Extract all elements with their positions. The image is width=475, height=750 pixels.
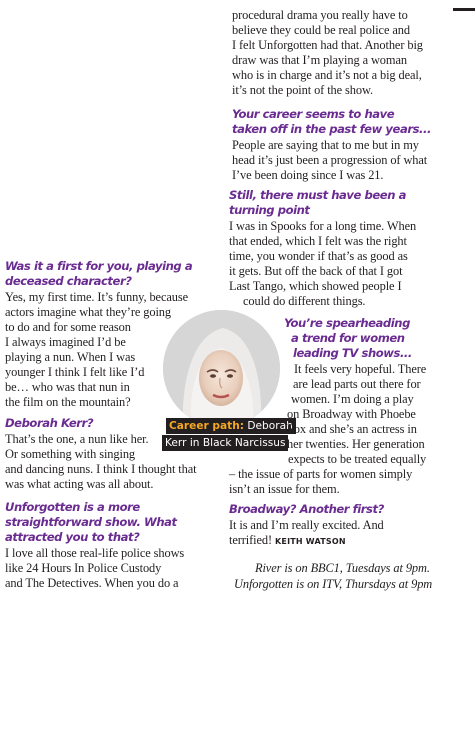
answer-line (229, 533, 346, 549)
caption-highlight: Career path: (169, 420, 245, 432)
portrait-photo (163, 310, 280, 427)
answer-line: I was in Spooks for a long time. When (229, 219, 417, 233)
question-heading: a trend for women (291, 331, 405, 345)
answer-line: women. I’m doing a play (291, 392, 414, 406)
answer-line: are lead parts out there for (293, 377, 421, 391)
answer-line: Last Tango, which showed people I (229, 279, 402, 293)
answer-line: her twenties. Her generation (287, 437, 425, 451)
answer-line: younger I think I felt like I’d (5, 365, 145, 379)
answer-line: expects to be treated equally (288, 452, 427, 466)
question-heading: turning point (229, 203, 310, 217)
answer-line: actors imagine what they’re going (5, 305, 171, 319)
body-line: who is in charge and it’s not a big deal, (232, 68, 422, 82)
answer-line: That’s the one, a nun like her. (5, 432, 149, 446)
answer-line: playing a nun. When I was (5, 350, 136, 364)
answer-line: on Broadway with Phoebe (287, 407, 416, 421)
author-byline: KEITH WATSON (275, 537, 346, 546)
question-heading: attracted you to that? (5, 530, 140, 544)
answer-line: I love all those real-life police shows (5, 546, 185, 560)
answer-line: that ended, which I felt was the right (229, 234, 407, 248)
answer-line: I’ve been doing since I was 21. (232, 168, 384, 182)
answer-line: it gets. But off the back of that I got (229, 264, 403, 278)
question-heading: taken off in the past few years... (232, 122, 431, 136)
answer-line: Or something with singing (5, 447, 136, 461)
answer-line: the film on the mountain? (5, 395, 131, 409)
answer-line: to do and for some reason (5, 320, 131, 334)
answer-line: and The Detectives. When you do a (5, 576, 179, 590)
answer-line: It feels very hopeful. There (294, 362, 427, 376)
body-line: believe they could be real police and (232, 23, 410, 37)
answer-line: People are saying that to me but in my (232, 138, 419, 152)
question-heading: Broadway? Another first? (229, 502, 384, 516)
answer-line: time, you wonder if that’s as good as (229, 249, 408, 263)
broadcast-credit: River is on BBC1, Tuesdays at 9pm. (255, 561, 430, 575)
question-heading: Deborah Kerr? (5, 416, 94, 430)
question-heading: Your career seems to have (232, 107, 395, 121)
nun-portrait-image (163, 310, 280, 427)
answer-line: head it’s just been a progression of what (232, 153, 428, 167)
question-heading: leading TV shows... (293, 346, 412, 360)
answer-line: isn’t an issue for them. (229, 482, 340, 496)
body-line: procedural drama you really have to (232, 8, 408, 22)
answer-line: It is and I’m really excited. And (229, 518, 384, 532)
question-heading: Was it a first for you, playing a (5, 259, 193, 273)
answer-line: I always imagined I’d be (5, 335, 126, 349)
answer-line: was what acting was all about. (5, 477, 154, 491)
answer-line: Yes, my first time. It’s funny, because (5, 290, 188, 304)
answer-line: – the issue of parts for women simply (229, 467, 413, 481)
answer-line: be… who was that nun in (5, 380, 130, 394)
question-heading: deceased character? (5, 274, 132, 288)
question-heading: You’re spearheading (284, 316, 410, 330)
answer-line: and dancing nuns. I think I thought that (5, 462, 197, 476)
answer-line: like 24 Hours In Police Custody (5, 561, 162, 575)
page-edge-marker (453, 8, 475, 11)
question-heading: Still, there must have been a (229, 188, 406, 202)
answer-text: terrified! (229, 533, 273, 547)
body-line: I felt Unforgotten had that. Another big (232, 38, 423, 52)
caption-text: Deborah (244, 420, 293, 432)
body-line: it’s not the point of the show. (232, 83, 373, 97)
question-heading: straightforward show. What (5, 515, 177, 529)
caption-text: Kerr in Black Narcissus (165, 437, 286, 449)
body-line: draw was that I’m playing a woman (232, 53, 407, 67)
answer-line: could do different things. (243, 294, 366, 308)
broadcast-credit: Unforgotten is on ITV, Thursdays at 9pm (234, 577, 433, 591)
photo-caption-line-2 (162, 435, 288, 451)
answer-line: Fox and she’s an actress in (287, 422, 417, 436)
photo-caption-line-1 (166, 418, 296, 434)
question-heading: Unforgotten is a more (5, 500, 140, 514)
